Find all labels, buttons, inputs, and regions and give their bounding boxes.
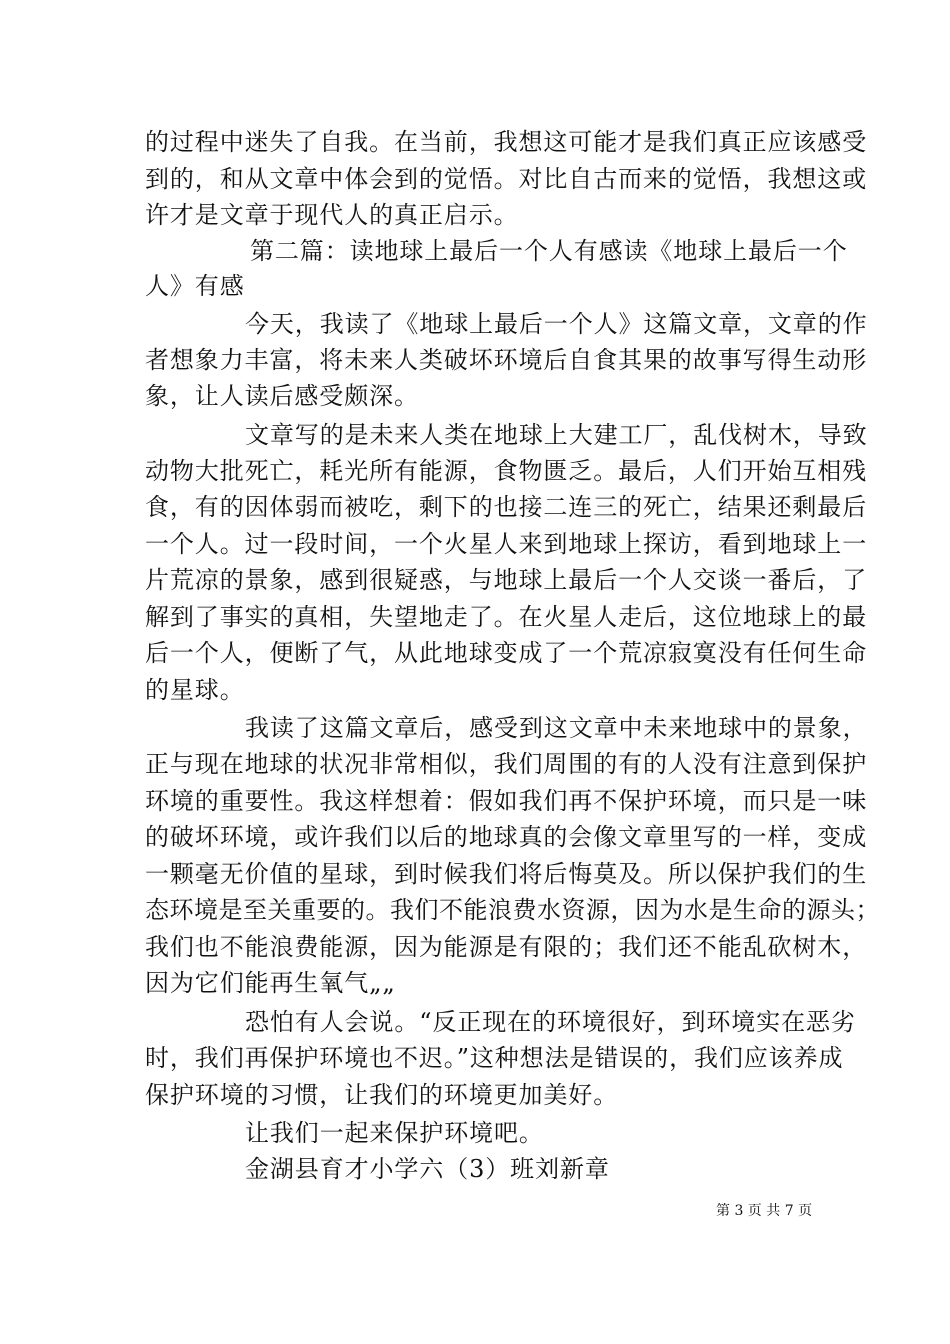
text-line: 到的，和从文章中体会到的觉悟。对比自古而来的觉悟，我想这或	[145, 165, 868, 193]
text-line: 的破坏环境，或许我们以后的地球真的会像文章里写的一样，变成	[145, 823, 868, 851]
text-line: 的过程中迷失了自我。在当前，我想这可能才是我们真正应该感受	[145, 128, 868, 156]
text-line: 的星球。	[145, 676, 245, 704]
text-line: 许才是文章于现代人的真正启示。	[145, 201, 519, 229]
section-heading-continued: 人》有感	[145, 272, 245, 300]
text-line: 解到了事实的真相，失望地走了。在火星人走后，这位地球上的最	[145, 603, 868, 631]
paragraph-start: 恐怕有人会说。“反正现在的环境很好，到环境实在恶劣	[245, 1008, 856, 1036]
section-heading: 第二篇：读地球上最后一个人有感读《地球上最后一个	[250, 237, 848, 265]
text-line: 后一个人，便断了气，从此地球变成了一个荒凉寂寞没有任何生命	[145, 639, 868, 667]
text-line: 正与现在地球的状况非常相似，我们周围的有的人没有注意到保护	[145, 750, 868, 778]
text-line: 我们也不能浪费能源，因为能源是有限的；我们还不能乱砍树木，	[145, 933, 868, 961]
text-line: 动物大批死亡，耗光所有能源，食物匮乏。最后，人们开始互相残	[145, 457, 868, 485]
text-line: 片荒凉的景象，感到很疑惑，与地球上最后一个人交谈一番后，了	[145, 566, 868, 594]
closing-line: 让我们一起来保护环境吧。	[245, 1119, 544, 1147]
text-line: 一个人。过一段时间，一个火星人来到地球上探访，看到地球上一	[145, 530, 868, 558]
text-line: 象，让人读后感受颇深。	[145, 382, 419, 410]
text-line: 保护环境的习惯，让我们的环境更加美好。	[145, 1081, 619, 1109]
paragraph-start: 文章写的是未来人类在地球上大建工厂，乱伐树木，导致	[245, 421, 868, 449]
author-line: 金湖县育才小学六（3）班刘新章	[245, 1155, 610, 1183]
paragraph-start: 今天，我读了《地球上最后一个人》这篇文章，文章的作	[245, 310, 868, 338]
text-line: 食，有的因体弱而被吃，剩下的也接二连三的死亡，结果还剩最后	[145, 493, 868, 521]
text-line: 态环境是至关重要的。我们不能浪费水资源，因为水是生命的源头；	[145, 896, 880, 924]
text-line: 者想象力丰富，将未来人类破坏环境后自食其果的故事写得生动形	[145, 346, 868, 374]
paragraph-start: 我读了这篇文章后，感受到这文章中未来地球中的景象，	[245, 714, 868, 742]
text-line: 一颗毫无价值的星球，到时候我们将后悔莫及。所以保护我们的生	[145, 860, 868, 888]
text-line: 时，我们再保护环境也不迟。”这种想法是错误的，我们应该养成	[145, 1044, 844, 1072]
text-line: 环境的重要性。我这样想着：假如我们再不保护环境，而只是一味	[145, 787, 868, 815]
text-line: 因为它们能再生氧气„„	[145, 969, 396, 997]
page-number-footer: 第 3 页 共 7 页	[716, 1203, 813, 1219]
